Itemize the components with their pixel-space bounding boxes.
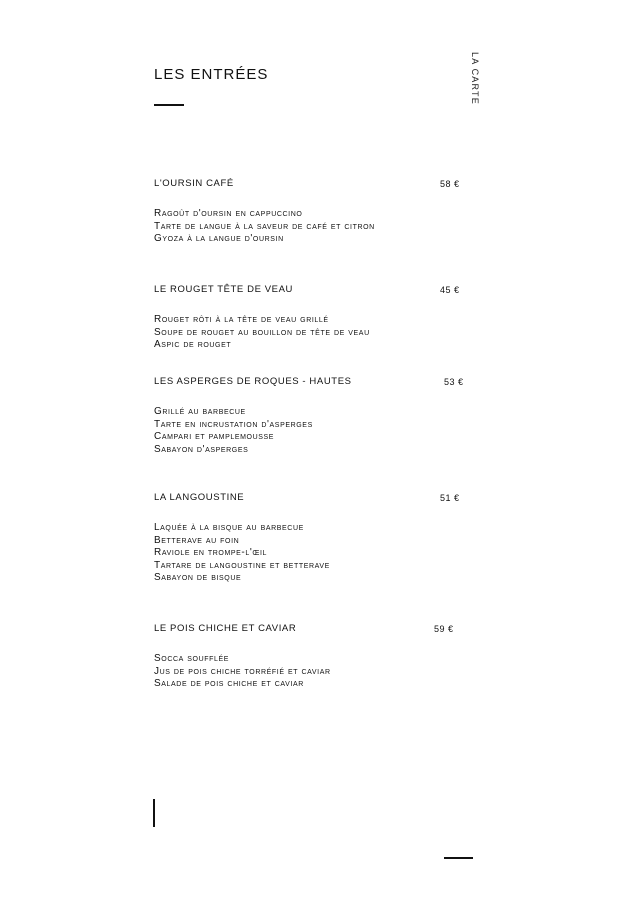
dish-header: [154, 178, 466, 192]
dish-name: LE POIS CHICHE ET CAVIAR: [154, 623, 297, 634]
dish-oursin-cafe: [154, 178, 466, 246]
component-item: Sabayon d'asperges: [154, 443, 249, 455]
dish-components: [154, 314, 466, 352]
dish-price: 53 €: [444, 377, 464, 387]
dish-components: [154, 406, 466, 456]
dish-price: 59 €: [434, 624, 454, 634]
component-item: Tarte en incrustation d'asperges: [154, 418, 313, 430]
title-underline: [154, 104, 184, 106]
dish-rouget-tete-de-veau: [154, 284, 466, 352]
dish-components: [154, 522, 466, 585]
component-item: Ragoût d'oursin en cappuccino: [154, 208, 303, 219]
dish-price: 58 €: [440, 179, 460, 189]
dish-header: [154, 623, 466, 637]
component-item: Betterave au foin: [154, 534, 240, 546]
component-item: Campari et pamplemousse: [154, 431, 275, 443]
component-item: Jus de pois chiche torréfié et caviar: [154, 665, 331, 677]
dish-price: 51 €: [440, 493, 460, 503]
component-item: Tarte de langue à la saveur de café et citron: [154, 220, 375, 232]
page-title: LES ENTRÉES: [154, 66, 269, 83]
dish-price: 45 €: [440, 285, 460, 295]
component-item: Rouget rôti à la tête de veau grillé: [154, 314, 329, 325]
component-item: Gyoza à la langue d'oursin: [154, 233, 284, 245]
component-item: Soupe de rouget au bouillon de tête de veau: [154, 326, 370, 338]
component-item: Raviole en trompe-l'œil: [154, 547, 267, 559]
vertical-divider: [153, 799, 155, 827]
component-item: Socca soufflée: [154, 653, 230, 664]
dish-header: [154, 492, 466, 506]
dish-name: L'OURSIN CAFÉ: [154, 178, 234, 189]
section-label: LA CARTE: [470, 52, 480, 105]
dish-name: LES ASPERGES DE ROQUES - HAUTES: [154, 376, 352, 387]
dish-components: [154, 653, 466, 691]
component-item: Salade de pois chiche et caviar: [154, 678, 304, 690]
component-item: Sabayon de bisque: [154, 572, 242, 584]
component-item: Aspic de rouget: [154, 339, 232, 351]
dish-header: [154, 376, 466, 390]
component-item: Laquée à la bisque au barbecue: [154, 522, 304, 533]
dish-langoustine: [154, 492, 466, 585]
component-item: Grillé au barbecue: [154, 406, 246, 417]
dish-name: LE ROUGET TÊTE DE VEAU: [154, 284, 294, 295]
dish-asperges: [154, 376, 466, 456]
dish-name: LA LANGOUSTINE: [154, 492, 245, 503]
component-item: Tartare de langoustine et betterave: [154, 559, 330, 571]
dish-header: [154, 284, 466, 298]
bottom-divider: [444, 857, 473, 859]
dish-components: [154, 208, 466, 246]
dish-pois-chiche-caviar: [154, 623, 466, 691]
